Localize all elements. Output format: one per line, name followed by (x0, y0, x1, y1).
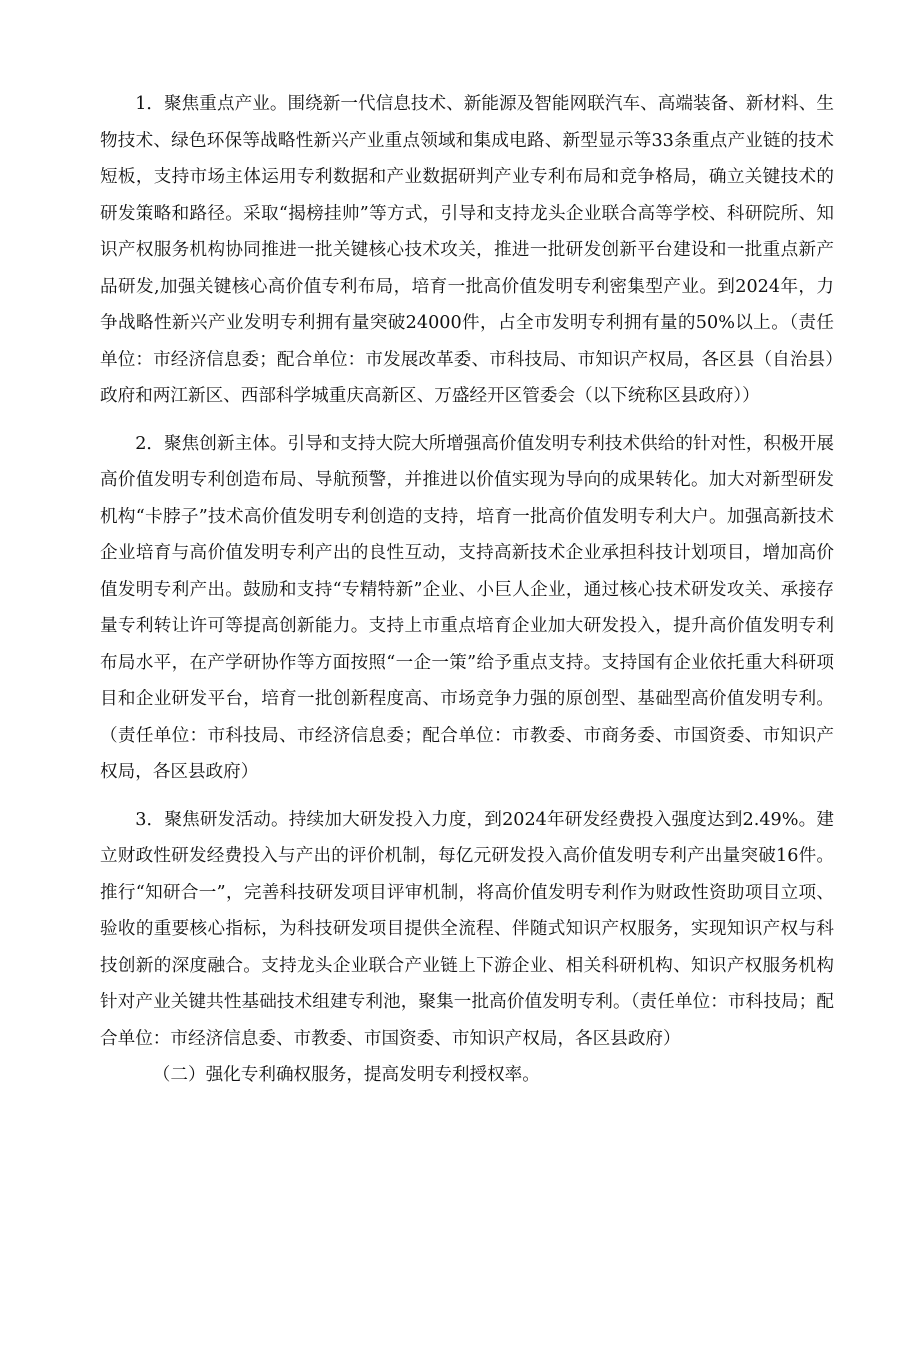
paragraph-focus-key-industries: 1．聚焦重点产业。围绕新一代信息技术、新能源及智能网联汽车、高端装备、新材料、生物技术、绿色环保等战略性新兴产业重点领域和集成电路、新型显示等33条重点产业链的技术短板，支持市场主体运用专利数据和产业数据研判产业专利布局和竞争格局，确立关键技术的研发策略和路径。采取“揭榜挂帅”等方式，引导和支持龙头企业联合高等学校、科研院所、知识产权服务机构协同推进一批关键核心技术攻关，推进一批研发创新平台建设和一批重点新产品研发,加强关键核心高价值专利布局，培育一批高价值发明专利密集型产业。到2024年，力争战略性新兴产业发明专利拥有量突破24000件，占全市发明专利拥有量的50%以上。（责任单位：市经济信息委；配合单位：市发展改革委、市科技局、市知识产权局，各区县（自治县）政府和两江新区、西部科学城重庆高新区、万盛经开区管委会（以下统称区县政府）） (100, 94, 834, 406)
paragraph-focus-innovation-entities: 2．聚焦创新主体。引导和支持大院大所增强高价值发明专利技术供给的针对性，积极开展高价值发明专利创造布局、导航预警，并推进以价值实现为导向的成果转化。加大对新型研发机构“卡脖子”技术高价值发明专利创造的支持，培育一批高价值发明专利大户。加强高新技术企业培育与高价值发明专利产出的良性互动，支持高新技术企业承担科技计划项目，增加高价值发明专利产出。鼓励和支持“专精特新”企业、小巨人企业，通过核心技术研发攻关、承接存量专利转让许可等提高创新能力。支持上市重点培育企业加大研发投入，提升高价值发明专利布局水平，在产学研协作等方面按照“一企一策”给予重点支持。支持国有企业依托重大科研项目和企业研发平台，培育一批创新程度高、市场竞争力强的原创型、基础型高价值发明专利。（责任单位：市科技局、市经济信息委；配合单位：市教委、市商务委、市国资委、市知识产权局，各区县政府） (100, 433, 834, 782)
section-heading: （二）强化专利确权服务，提高发明专利授权率。 (152, 1065, 540, 1085)
document-body (100, 86, 834, 1094)
paragraph-focus-rd-activities: 3．聚焦研发活动。持续加大研发投入力度，到2024年研发经费投入强度达到2.49%。建立财政性研发经费投入与产出的评价机制，每亿元研发投入高价值发明专利产出量突破16件。推行“知研合一”，完善科技研发项目评审机制，将高价值发明专利作为财政性资助项目立项、验收的重要核心指标，为科技研发项目提供全流程、伴随式知识产权服务，实现知识产权与科技创新的深度融合。支持龙头企业联合产业链上下游企业、相关科研机构、知识产权服务机构针对产业关键共性基础技术组建专利池，聚集一批高价值发明专利。（责任单位：市科技局；配合单位：市经济信息委、市教委、市国资委、市知识产权局，各区县政府） (100, 809, 834, 1049)
